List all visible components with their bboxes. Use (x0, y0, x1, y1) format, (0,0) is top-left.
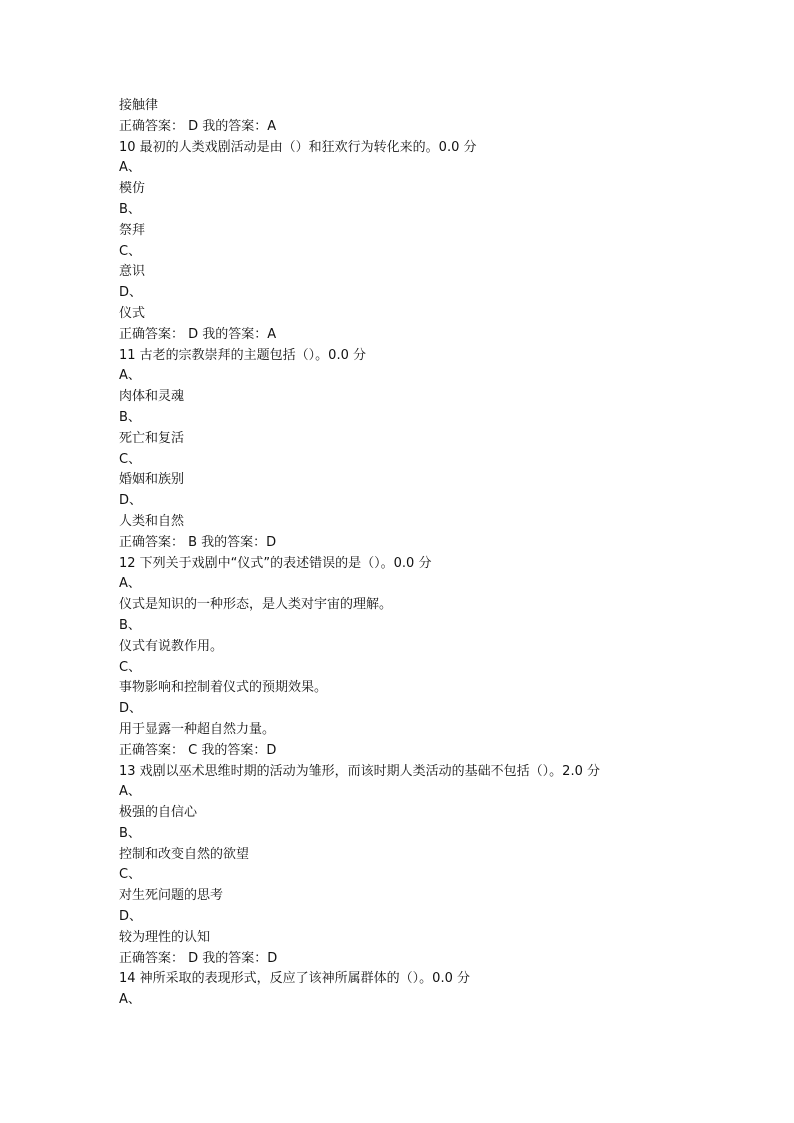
option-text: 较为理性的认知 (119, 929, 211, 945)
answer-line: 正确答案： C 我的答案：D (119, 742, 277, 758)
option-label: D、 (119, 701, 143, 717)
answer-line: 正确答案： D 我的答案：D (119, 950, 278, 966)
option-text: 接触律 (119, 98, 159, 113)
option-text: 对生死问题的思考 (119, 888, 224, 904)
option-label: B、 (119, 825, 141, 841)
option-text: 意识 (119, 264, 146, 280)
question-text: 13 戏剧以巫术思维时期的活动为雏形，而该时期人类活动的基础不包括（）。2.0 分 (119, 763, 600, 779)
option-text: 人类和自然 (119, 513, 185, 529)
option-label: B、 (119, 617, 141, 633)
option-text: 肉体和灵魂 (119, 389, 185, 405)
option-label: B、 (119, 201, 141, 217)
option-label: C、 (119, 451, 142, 467)
option-label: D、 (119, 909, 143, 925)
option-label: A、 (119, 160, 141, 176)
option-label: A、 (119, 784, 141, 800)
option-text: 仪式是知识的一种形态，是人类对宇宙的理解。 (119, 597, 393, 613)
quiz-content (119, 96, 719, 1011)
option-text: 祭拜 (119, 222, 146, 238)
option-label: C、 (119, 243, 142, 259)
question-text: 14 神所采取的表现形式，反应了该神所属群体的（）。0.0 分 (119, 971, 470, 987)
option-label: D、 (119, 493, 143, 509)
option-text: 婚姻和族别 (119, 472, 185, 488)
question-text: 10 最初的人类戏剧活动是由（）和狂欢行为转化来的。0.0 分 (119, 139, 477, 155)
answer-line: 正确答案： D 我的答案：A (119, 326, 277, 342)
option-label: A、 (119, 992, 141, 1008)
option-text: 仪式有说教作用。 (119, 638, 224, 654)
option-text: 事物影响和控制着仪式的预期效果。 (119, 680, 328, 696)
option-label: C、 (119, 659, 142, 675)
question-text: 12 下列关于戏剧中“仪式”的表述错误的是（）。0.0 分 (119, 555, 432, 571)
answer-line: 正确答案： B 我的答案：D (119, 534, 277, 550)
option-text: 死亡和复活 (119, 430, 185, 446)
option-text: 仪式 (119, 305, 146, 321)
option-label: A、 (119, 576, 141, 592)
option-label: D、 (119, 285, 143, 301)
option-label: A、 (119, 368, 141, 384)
option-label: B、 (119, 409, 141, 425)
option-text: 用于显露一种超自然力量。 (119, 721, 276, 737)
answer-line: 正确答案： D 我的答案：A (119, 118, 277, 134)
question-text: 11 古老的宗教崇拜的主题包括（）。0.0 分 (119, 347, 366, 363)
option-text: 控制和改变自然的欲望 (119, 846, 250, 862)
option-label: C、 (119, 867, 142, 883)
option-text: 极强的自信心 (119, 805, 198, 821)
option-text: 模仿 (119, 181, 146, 197)
